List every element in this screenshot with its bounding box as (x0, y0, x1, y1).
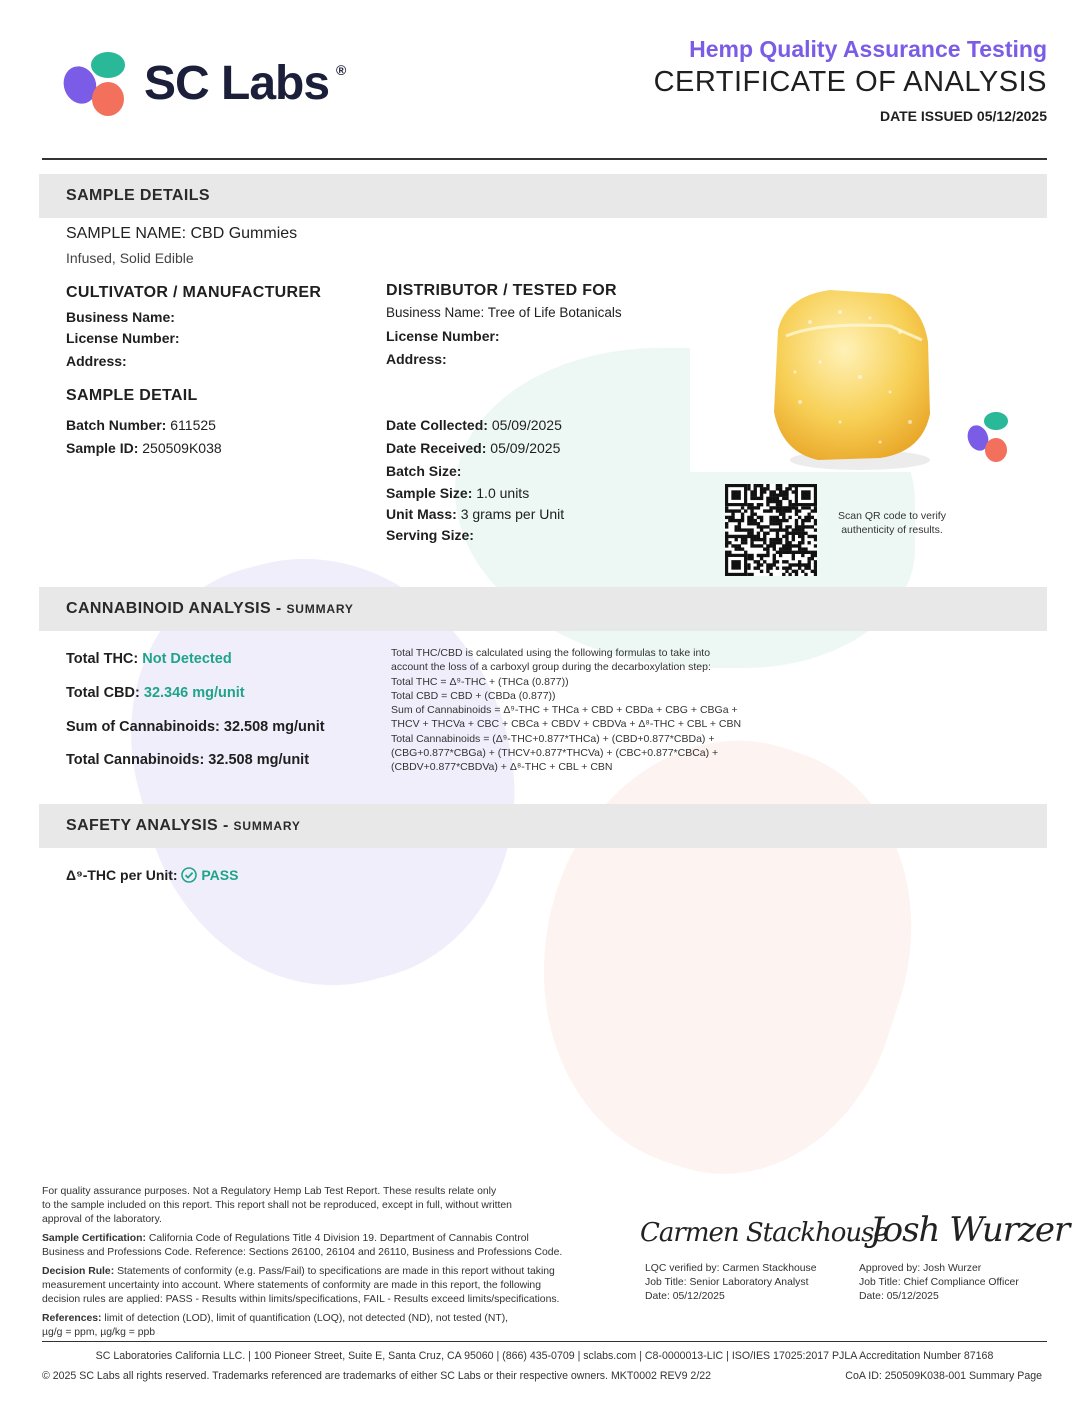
formula-line: Total CBD = CBD + (CBDa (0.877)) (391, 689, 556, 702)
cannabinoid-heading-text: CANNABINOID ANALYSIS - (66, 600, 282, 617)
lqc-verified-by: LQC verified by: Carmen Stackhouse (645, 1263, 817, 1274)
sample-size-value: 1.0 units (476, 485, 530, 501)
sample-name: SAMPLE NAME: CBD Gummies (66, 225, 298, 242)
total-cbd (66, 685, 245, 701)
sum-of-cannabinoids: Sum of Cannabinoids: 32.508 mg/unit (66, 719, 325, 735)
brand-name: SC Labs (144, 57, 330, 110)
approver-date: Date: 05/12/2025 (859, 1291, 939, 1302)
references-label: References: (42, 1313, 102, 1324)
total-thc-label: Total THC: (66, 651, 139, 667)
formula-line: (CBDV+0.877*CBDVa) + Δ⁸-THC + CBL + CBN (391, 761, 613, 774)
formula-block (391, 646, 771, 775)
product-image (690, 282, 1028, 472)
total-cannabinoids: Total Cannabinoids: 32.508 mg/unit (66, 752, 310, 768)
distributor-business: Business Name: Tree of Life Botanicals (386, 305, 622, 320)
safety-result: PASS (201, 867, 239, 883)
date-collected (386, 417, 562, 433)
certification-line-1 (42, 1232, 602, 1246)
logo-mark-icon (62, 50, 128, 120)
unit-mass (386, 506, 564, 522)
decision-line-2: measurement uncertainty into account. Where statements of conformity are made in this report, the following (42, 1280, 541, 1291)
formula-line: Total THC/CBD is calculated using the following formulas to take into (391, 647, 711, 659)
approver-signoff (859, 1262, 1019, 1304)
references-line-1 (42, 1312, 602, 1326)
cannabinoid-heading-summary: SUMMARY (286, 602, 354, 616)
qr-code-icon[interactable] (725, 484, 817, 576)
formula-line: Total THC = Δ⁹-THC + (THCa (0.877)) (391, 675, 569, 688)
serving-size-label: Serving Size: (386, 527, 474, 543)
formula-line: Sum of Cannabinoids = Δ⁹-THC + THCa + CBD + CBDa + CBG + CBGa + (391, 704, 738, 717)
check-circle-icon (181, 867, 197, 883)
safety-heading-summary: SUMMARY (233, 819, 301, 833)
date-collected-label: Date Collected: (386, 417, 488, 433)
lqc-signoff (645, 1262, 817, 1304)
sample-size-label: Sample Size: (386, 485, 473, 501)
sample-detail-heading: SAMPLE DETAIL (66, 387, 198, 404)
decision-text: Statements of conformity (e.g. Pass/Fail) to specifications are made in this report without taking (117, 1266, 555, 1277)
formula-line: (CBG+0.877*CBGa) + (THCV+0.877*THCVa) + (CBC+0.877*CBCa) + (391, 747, 719, 760)
date-collected-value: 05/09/2025 (491, 417, 562, 433)
batch-number-value: 611525 (170, 417, 216, 433)
sample-id-label: Sample ID: (66, 440, 139, 456)
sc-labs-logo (62, 50, 362, 120)
certification-text: California Code of Regulations Title 4 Division 19. Department of Cannabis Control (148, 1233, 529, 1244)
date-received (386, 440, 560, 456)
disclaimer-line: to the sample included on this report. This report shall not be reproduced, except in full, without written (42, 1200, 512, 1211)
disclaimer (42, 1185, 602, 1340)
date-received-label: Date Received: (386, 440, 487, 456)
safety-analysis-bar (39, 804, 1047, 848)
total-thc (66, 651, 232, 667)
delta-thc-label: Δ⁹-THC per Unit: (66, 867, 178, 883)
qr-caption-line-2: authenticity of results. (841, 524, 943, 537)
decision-label: Decision Rule: (42, 1266, 115, 1277)
disclaimer-line: approval of the laboratory. (42, 1214, 162, 1225)
total-thc-value: Not Detected (142, 651, 232, 667)
sample-details-bar (39, 174, 1047, 218)
unit-mass-value: 3 grams per Unit (460, 506, 565, 522)
cultivator-business-label: Business Name: (66, 309, 175, 325)
header-title: CERTIFICATE OF ANALYSIS (653, 66, 1047, 98)
qr-caption (830, 509, 954, 538)
qr-caption-line-1: Scan QR code to verify (838, 510, 946, 522)
copyright-line: © 2025 SC Labs all rights reserved. Trademarks referenced are trademarks of either SC Labs or their respective owners. MKT0002 REV9 2/22 (42, 1370, 712, 1382)
sample-type: Infused, Solid Edible (66, 250, 194, 266)
formula-line: THCV + THCVa + CBC + CBCa + CBDV + CBDVa + Δ⁸-THC + CBL + CBN (391, 718, 742, 731)
cultivator-heading: CULTIVATOR / MANUFACTURER (66, 284, 322, 301)
cultivator-license-label: License Number: (66, 330, 180, 346)
distributor-heading: DISTRIBUTOR / TESTED FOR (386, 282, 617, 299)
sample-size (386, 485, 529, 501)
cannabinoid-analysis-bar (39, 587, 1047, 631)
certification-label: Sample Certification: (42, 1233, 146, 1244)
certification-line-2: Business and Professions Code. Reference: Sections 26100, 26104 and 26110, Business and Professions Code. (42, 1247, 563, 1258)
references-line-2: µg/g = ppm, µg/kg = ppb (42, 1327, 156, 1338)
registered-mark: ® (336, 62, 347, 78)
distributor-license-label: License Number: (386, 328, 500, 344)
batch-number (66, 417, 216, 433)
approver-signature: Josh Wurzer (870, 1210, 1070, 1250)
lqc-job-title: Job Title: Senior Laboratory Analyst (645, 1277, 809, 1288)
safety-heading-text: SAFETY ANALYSIS - (66, 817, 229, 834)
cultivator-address-label: Address: (66, 353, 127, 369)
references-text: limit of detection (LOD), limit of quantification (LOQ), not detected (ND), not tested (NT), (104, 1313, 509, 1324)
coa-id-line: CoA ID: 250509K038-001 Summary Page (845, 1370, 1042, 1382)
sample-id (66, 440, 222, 456)
lab-address-line: SC Laboratories California LLC. | 100 Pioneer Street, Suite E, Santa Cruz, CA 95060 | (866) 435-0709 | sclabs.com | C8-0000013-LIC | ISO/IES 17025:2017 PJLA Accreditation Number 87168 (95, 1350, 994, 1362)
gummy-image-icon (690, 282, 1028, 472)
decision-line-1 (42, 1265, 602, 1279)
decision-line-3: decision rules are applied: PASS - Results within limits/specifications, FAIL - Results exceed limits/specifications. (42, 1294, 560, 1305)
date-received-value: 05/09/2025 (490, 440, 561, 456)
date-issued: DATE ISSUED 05/12/2025 (879, 108, 1047, 124)
batch-size-label: Batch Size: (386, 463, 462, 479)
sample-details-heading: SAMPLE DETAILS (66, 187, 210, 204)
formula-line: account the loss of a carboxyl group during the decarboxylation step: (391, 661, 711, 674)
safety-analysis-heading (66, 817, 301, 835)
footer-divider (42, 1341, 1047, 1342)
formula-line: Total Cannabinoids = (Δ⁹-THC+0.877*THCa) + (CBD+0.877*CBDa) + (391, 732, 715, 745)
lqc-date: Date: 05/12/2025 (645, 1291, 725, 1302)
approver-job-title: Job Title: Chief Compliance Officer (859, 1277, 1019, 1288)
header-subtitle: Hemp Quality Assurance Testing (689, 36, 1047, 62)
sample-id-value: 250509K038 (142, 440, 222, 456)
lqc-signature: Carmen Stackhouse (640, 1218, 888, 1248)
batch-number-label: Batch Number: (66, 417, 167, 433)
approved-by: Approved by: Josh Wurzer (859, 1263, 982, 1274)
delta-thc-per-unit (66, 867, 238, 883)
disclaimer-line: For quality assurance purposes. Not a Regulatory Hemp Lab Test Report. These results relate only (42, 1186, 497, 1197)
cannabinoid-analysis-heading (66, 600, 354, 618)
total-cbd-value: 32.346 mg/unit (143, 685, 245, 701)
total-cbd-label: Total CBD: (66, 685, 140, 701)
header-divider (42, 158, 1047, 160)
distributor-address-label: Address: (386, 351, 447, 367)
unit-mass-label: Unit Mass: (386, 506, 457, 522)
